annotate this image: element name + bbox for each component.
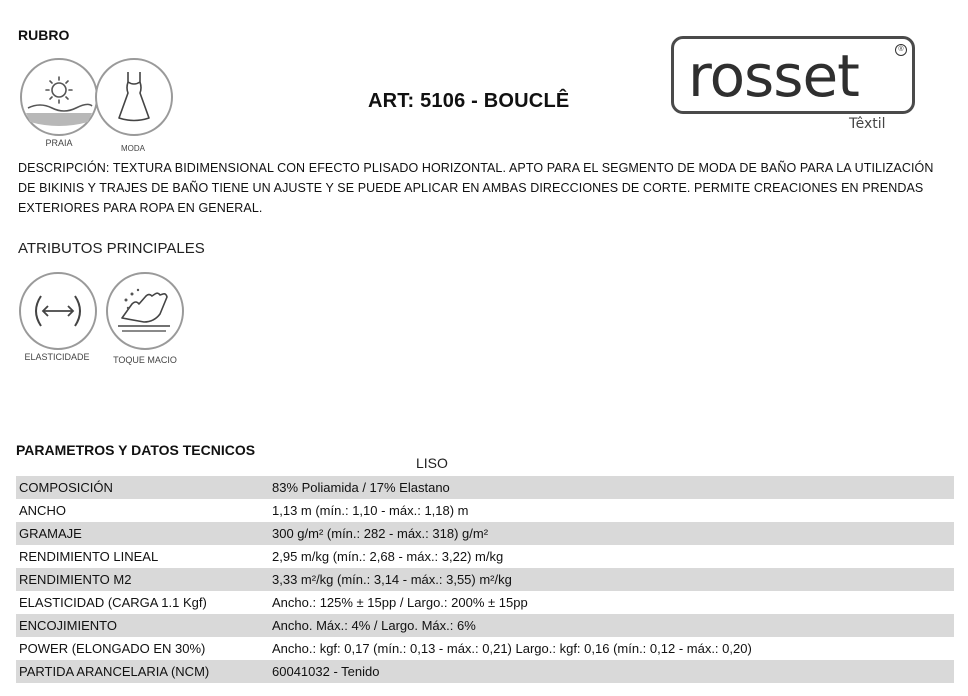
dress-icon bbox=[95, 58, 173, 136]
dress-caption: MODA bbox=[121, 144, 145, 153]
table-row bbox=[16, 637, 954, 660]
param-key: ANCHO bbox=[16, 499, 269, 522]
logo-subtitle: Têxtil bbox=[849, 116, 886, 132]
elasticity-caption: ELASTICIDADE bbox=[24, 352, 90, 362]
param-value: 3,33 m²/kg (mín.: 3,14 - máx.: 3,55) m²/kg bbox=[269, 568, 954, 591]
attributes-title: ATRIBUTOS PRINCIPALES bbox=[18, 240, 205, 257]
soft-touch-caption: TOQUE MACIO bbox=[113, 355, 177, 365]
registered-mark: ® bbox=[895, 44, 907, 56]
param-value: 300 g/m² (mín.: 282 - máx.: 318) g/m² bbox=[269, 522, 954, 545]
param-key: PARTIDA ARANCELARIA (NCM) bbox=[16, 660, 269, 683]
param-value: Ancho.: 125% ± 15pp / Largo.: 200% ± 15pp bbox=[269, 591, 954, 614]
param-key: POWER (ELONGADO EN 30%) bbox=[16, 637, 269, 660]
beach-sun-icon bbox=[20, 58, 98, 136]
param-value: 2,95 m/kg (mín.: 2,68 - máx.: 3,22) m/kg bbox=[269, 545, 954, 568]
table-row bbox=[16, 591, 954, 614]
description-text: DESCRIPCIÓN: TEXTURA BIDIMENSIONAL CON EFECTO PLISADO HORIZONTAL. APTO PARA EL SEGMENTO DE MODA DE BAÑO PARA LA UTILIZACIÓN DE BIKINIS Y TRAJES DE BAÑO TIENE UN AJUSTE Y SE PUEDE APLICAR EN AMBAS DIRECCIONES DE CORTE. PERMITE CREACIONES EN PRENDAS EXTERIORES PARA ROPA EN GENERAL. bbox=[18, 161, 934, 215]
param-key: ENCOJIMIENTO bbox=[16, 614, 269, 637]
elasticity-arrows-icon bbox=[19, 272, 97, 350]
param-key: GRAMAJE bbox=[16, 522, 269, 545]
table-row bbox=[16, 614, 954, 637]
param-value: Ancho. Máx.: 4% / Largo. Máx.: 6% bbox=[269, 614, 954, 637]
table-row bbox=[16, 476, 954, 499]
rubro-label: RUBRO bbox=[18, 27, 70, 43]
param-key: RENDIMIENTO M2 bbox=[16, 568, 269, 591]
rosset-logo bbox=[671, 36, 915, 114]
table-row bbox=[16, 522, 954, 545]
logo-word: rosset bbox=[688, 42, 859, 110]
article-title: ART: 5106 - BOUCLÊ bbox=[368, 90, 570, 112]
column-header-liso: LISO bbox=[416, 455, 448, 471]
table-row bbox=[16, 568, 954, 591]
params-title: PARAMETROS Y DATOS TECNICOS bbox=[16, 442, 256, 458]
param-value: 1,13 m (mín.: 1,10 - máx.: 1,18) m bbox=[269, 499, 954, 522]
param-key: ELASTICIDAD (CARGA 1.1 Kgf) bbox=[16, 591, 269, 614]
table-row bbox=[16, 660, 954, 683]
params-table bbox=[16, 476, 954, 683]
soft-touch-hand-icon bbox=[106, 272, 184, 350]
param-value: Ancho.: kgf: 0,17 (mín.: 0,13 - máx.: 0,21) Largo.: kgf: 0,16 (mín.: 0,12 - máx.: 0,20) bbox=[269, 637, 954, 660]
table-row bbox=[16, 545, 954, 568]
table-row bbox=[16, 499, 954, 522]
param-key: COMPOSICIÓN bbox=[16, 476, 269, 499]
beach-caption: PRAIA bbox=[45, 138, 73, 148]
param-value: 60041032 - Tenido bbox=[269, 660, 954, 683]
param-key: RENDIMIENTO LINEAL bbox=[16, 545, 269, 568]
param-value: 83% Poliamida / 17% Elastano bbox=[269, 476, 954, 499]
